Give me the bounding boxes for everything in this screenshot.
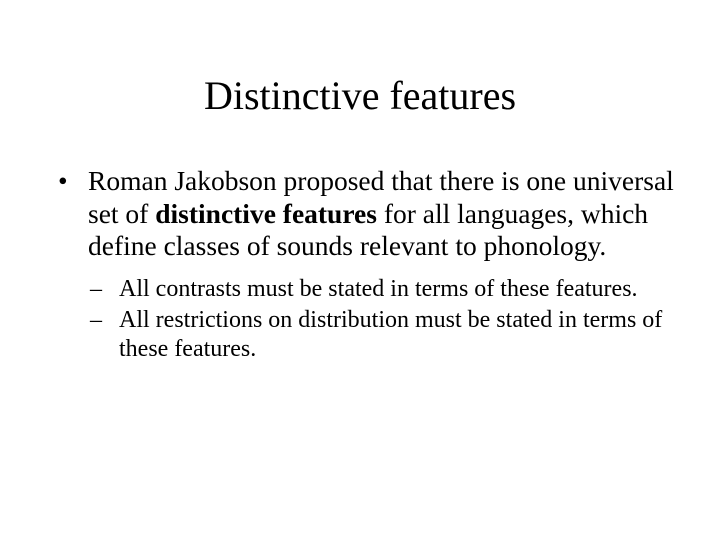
- bullet-list: [58, 165, 678, 366]
- bullet-text-start: Roman Jakobson proposed that there is one universal set of: [88, 165, 674, 229]
- dash-marker: –: [90, 275, 102, 302]
- bullet-text-end: for all languages, which define classes of sounds relevant to phonology.: [88, 197, 649, 261]
- sub-bullet-list: [58, 275, 690, 364]
- sub-bullet-item: [90, 275, 690, 304]
- slide-title: Distinctive features: [203, 73, 517, 118]
- sub-bullet-text: All contrasts must be stated in terms of these features.: [119, 275, 638, 302]
- sub-bullet-text: All restrictions on distribution must be stated in terms of these features.: [119, 306, 663, 362]
- bullet-text: [88, 165, 674, 261]
- bullet-item: [58, 165, 678, 263]
- bullet-text-bold: distinctive features: [155, 197, 377, 229]
- sub-bullet-item: [90, 306, 690, 364]
- bullet-marker: •: [58, 165, 68, 196]
- dash-marker: –: [90, 306, 102, 333]
